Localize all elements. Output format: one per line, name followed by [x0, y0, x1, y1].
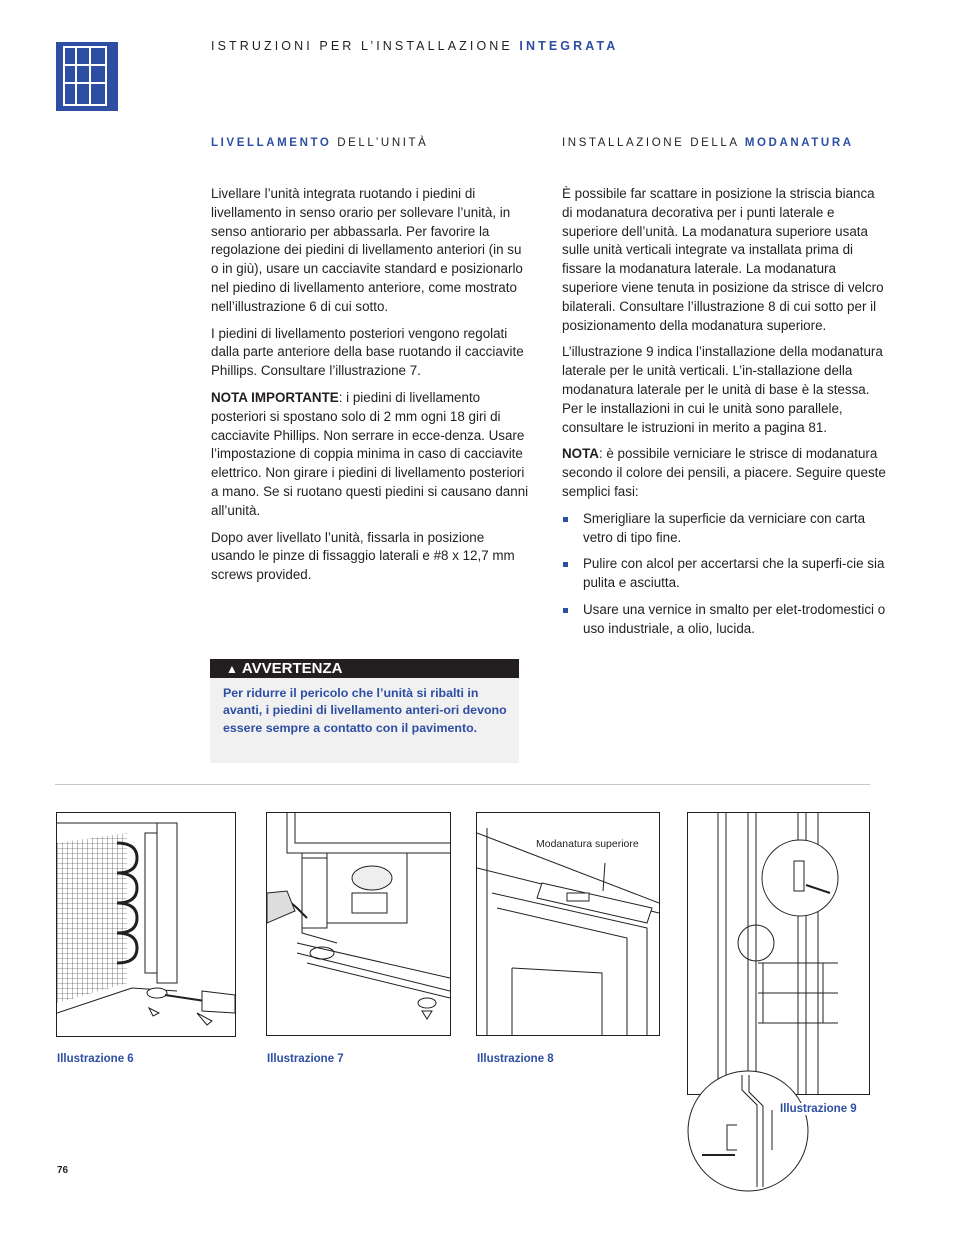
illustration-6-caption: Illustrazione 6	[57, 1053, 134, 1065]
section-divider	[55, 784, 870, 785]
detail-zoom-circle	[687, 1070, 809, 1192]
list-item: Smerigliare la superficie da verniciare con carta vetro di tipo fine.	[562, 510, 887, 548]
trim-note	[562, 445, 887, 501]
page-number: 76	[57, 1165, 69, 1176]
trim-title-rest: INSTALLAZIONE DELLA	[562, 137, 740, 149]
leveling-paragraph-1: Livellare l’unità integrata ruotando i piedini di livellamento in senso orario per sollevare l’unità, in senso antiorario per abbassarla. Per favorire la regolazione dei piedini di livellamento anteriori (in su o in giù), usare un cacciavite standard e posizionarlo nel piedino di livellamento anteriore, come mostrato nell’illustrazione 6 di cui sotto.	[211, 186, 523, 314]
trim-column	[562, 185, 887, 647]
trim-paragraph-2: L’illustrazione 9 indica l’installazione della modanatura laterale per le unità verticali. L’in-stallazione della modanatura laterale per le unità di base è la stessa. Per le installazioni in cui le unità sono parallele, consultare le istruzioni in merito a pagina 81.	[562, 344, 883, 435]
leveling-title-rest: DELL’UNITÀ	[337, 137, 429, 149]
illustration-7	[266, 812, 451, 1036]
warning-box	[210, 659, 519, 763]
leveling-title-bold: LIVELLAMENTO	[211, 137, 332, 149]
illustration-9	[687, 812, 870, 1095]
trim-note-text: : è possibile verniciare le strisce di modanatura secondo il colore dei pensili, a piacere. Seguire queste semplici fasi:	[562, 446, 886, 499]
illustration-7-caption: Illustrazione 7	[267, 1053, 344, 1065]
warning-header	[210, 659, 519, 678]
warning-icon: ▲	[226, 662, 238, 676]
bullet-icon	[563, 608, 568, 613]
leveling-paragraph-2: I piedini di livellamento posteriori vengono regolati dalla parte anteriore della base ruotando il cacciavite Phillips. Consultare l’illustrazione 7.	[211, 325, 524, 379]
header-prefix: ISTRUZIONI PER L’INSTALLAZIONE	[211, 39, 513, 53]
leveling-column	[211, 185, 529, 593]
bullet-icon	[563, 517, 568, 522]
illustration-9-caption: Illustrazione 9	[780, 1103, 857, 1115]
brand-logo	[56, 42, 118, 111]
warning-text: Per ridurre il pericolo che l’unità si ribalti in avanti, i piedini di livellamento anteri-ori devono essere sempre a contatto con il pavimento.	[223, 686, 507, 735]
leveling-paragraph-4: Dopo aver livellato l’unità, fissarla in posizione usando le pinze di fissaggio laterali e #8 x 12,7 mm screws provided.	[211, 529, 515, 583]
note-text: : i piedini di livellamento posteriori si spostano solo di 2 mm ogni 18 giri di cacciavite Phillips. Non serrare in ecce-denza. Usare l’impostazione di coppia minima in caso di cacciavite elettrico. Non girare i piedini di livellamento posteriori a mano. Se si ruotano questi piedini si causano danni all’unità.	[211, 389, 529, 518]
header-highlight: INTEGRATA	[519, 39, 619, 53]
illustration-6	[56, 812, 236, 1037]
illustration-8-caption: Illustrazione 8	[477, 1053, 554, 1065]
trim-section-title	[562, 137, 854, 149]
trim-paragraph-1: È possibile far scattare in posizione la striscia bianca di modanatura decorativa per i punti laterale e superiore dell’unità. La modanatura superiore usata sulle unità verticali integrate va installata prima di fissare la modanatura laterale. La modanatura superiore viene tenuta in posizione da strisce di velcro bilaterali. Consultare l’illustrazione 8 di cui sotto per il posizionamento della modanatura superiore.	[562, 186, 884, 333]
paint-steps-list	[562, 510, 887, 639]
fig8-top-trim-callout: Modanatura superiore	[536, 838, 639, 850]
list-item: Pulire con alcol per accertarsi che la superfi-cie sia pulita e asciutta.	[562, 555, 887, 593]
trim-title-bold: MODANATURA	[744, 137, 854, 149]
leveling-important-note	[211, 389, 529, 521]
page-header	[211, 39, 618, 53]
list-item: Usare una vernice in smalto per elet-trodomestici o uso industriale, a olio, lucida.	[562, 601, 887, 639]
warning-label: AVVERTENZA	[241, 660, 343, 677]
leveling-section-title	[211, 137, 428, 149]
bullet-icon	[563, 562, 568, 567]
note-label: NOTA IMPORTANTE	[211, 389, 339, 405]
trim-note-label: NOTA	[562, 446, 599, 462]
